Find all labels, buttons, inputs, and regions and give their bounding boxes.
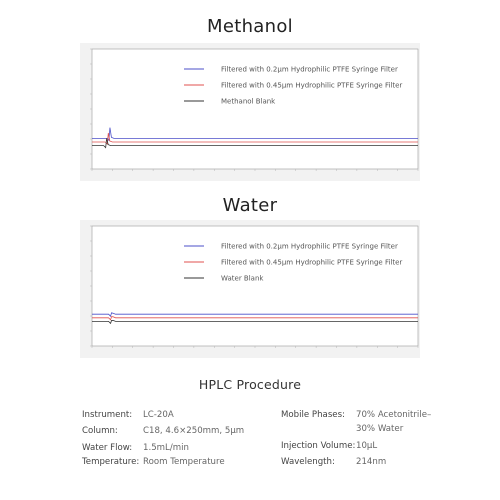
mobile-phases-value-1: 70% Acetonitrile–: [356, 410, 432, 420]
temperature-label: Temperature:: [82, 457, 140, 467]
legend-label-0: Filtered with 0.2μm Hydrophilic PTFE Syringe Filter: [221, 65, 398, 74]
mobile-phases-label: Mobile Phases:: [281, 410, 345, 420]
injection-volume-label: Injection Volume:: [281, 441, 356, 451]
methanol-chart-panel: [80, 43, 420, 181]
column-value: C18, 4.6×250mm, 5μm: [143, 426, 245, 436]
wavelength-label: Wavelength:: [281, 457, 335, 467]
mobile-phases-value-2: 30% Water: [356, 424, 404, 434]
wavelength-value: 214nm: [356, 457, 387, 467]
legend-label-1: Filtered with 0.45μm Hydrophilic PTFE Syringe Filter: [221, 81, 403, 90]
chart-title-water: Water: [222, 195, 278, 216]
water-flow-value: 1.5mL/min: [143, 443, 189, 453]
legend-label-2: Water Blank: [221, 274, 264, 283]
legend-label-1: Filtered with 0.45μm Hydrophilic PTFE Syringe Filter: [221, 258, 403, 267]
legend-label-2: Methanol Blank: [221, 97, 276, 106]
legend-label-0: Filtered with 0.2μm Hydrophilic PTFE Syringe Filter: [221, 242, 398, 251]
temperature-value: Room Temperature: [143, 457, 225, 467]
water-chart: [80, 220, 420, 358]
instrument-label: Instrument:: [82, 410, 133, 420]
instrument-value: LC-20A: [143, 410, 174, 420]
column-label: Column:: [82, 426, 118, 436]
injection-volume-value: 10μL: [356, 441, 378, 451]
chart-title-methanol: Methanol: [207, 16, 293, 37]
water-flow-label: Water Flow:: [82, 443, 133, 453]
water-chart-panel: [80, 220, 420, 358]
methanol-chart: [80, 43, 420, 181]
procedure-title: HPLC Procedure: [198, 377, 302, 392]
